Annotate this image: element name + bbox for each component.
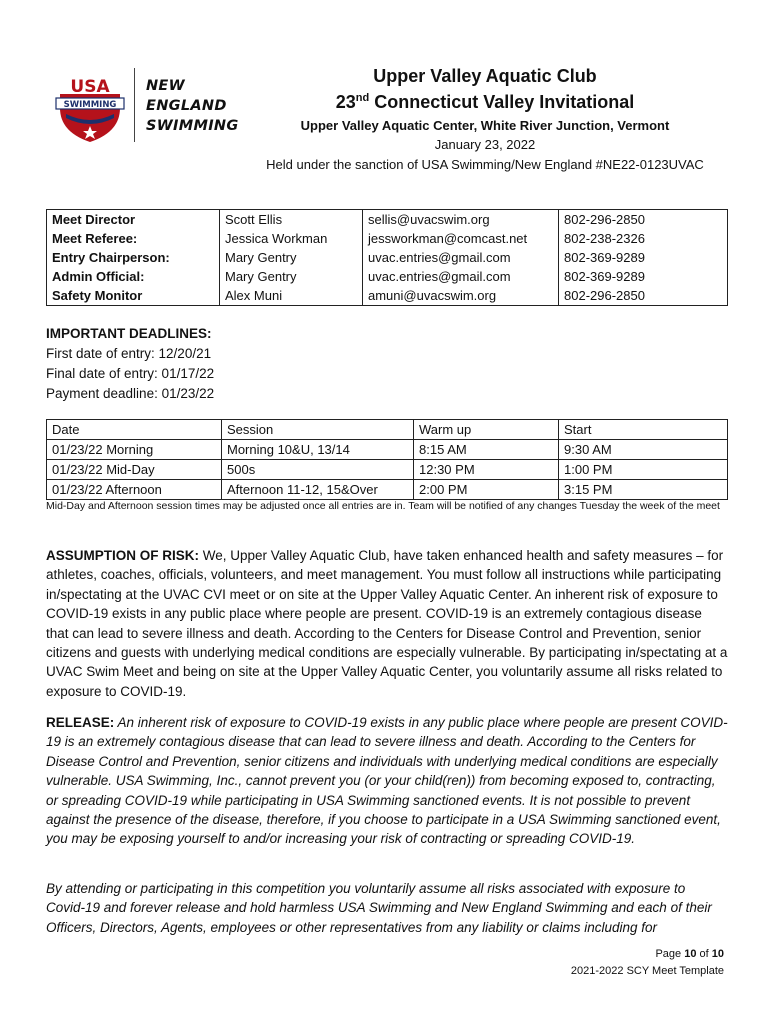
session-warmup: 2:00 PM (414, 480, 559, 500)
session-date: 01/23/22 Mid-Day (47, 460, 222, 480)
template-label: 2021-2022 SCY Meet Template (570, 965, 724, 977)
official-name: Jessica Workman (220, 229, 363, 248)
table-row (47, 440, 728, 460)
deadlines-title: IMPORTANT DEADLINES: (46, 326, 212, 341)
club-title: Upper Valley Aquatic Club (373, 66, 597, 86)
meet-name: Connecticut Valley Invitational (369, 92, 635, 112)
table-row (47, 480, 728, 500)
risk-body: We, Upper Valley Aquatic Club, have taken enhanced health and safety measures – for athletes, coaches, officials, volunteers, and meet management. You must follow all instructions while participating in/spectating at the UVAC CVI meet or on site at the Upper Valley Aquatic Center. An inherent risk of exposure to COVID-19 exists in any public place where people are present. COVID-19 is an extremely contagious disease that can lead to severe illness and death. According to the Centers for Disease Control and Prevention, senior citizens and guests with underlying medical conditions are especially vulnerable. By participating in/spectating at a UVAC Swim Meet and being on site at the Upper Valley Aquatic Center, you voluntarily assume all risks related to exposure to COVID-19. (46, 548, 728, 699)
official-role: Safety Monitor (47, 286, 220, 306)
of-word: of (696, 948, 712, 960)
meet-date: January 23, 2022 (434, 137, 536, 152)
final-entry-date: Final date of entry: 01/17/22 (46, 366, 215, 381)
table-header-row (47, 420, 728, 440)
session-start: 3:15 PM (559, 480, 728, 500)
session-name: Morning 10&U, 13/14 (222, 440, 414, 460)
official-phone: 802-369-9289 (559, 248, 728, 267)
release-body: An inherent risk of exposure to COVID-19 exists in any public place where people are present COVID-19 is an extremely contagious disease that can lead to severe illness and death. According to the Centers for Disease Control and Prevention, senior citizens and individuals with underlying medical conditions are especially vulnerable. USA Swimming, Inc., cannot prevent you (or your child(ren)) from becoming exposed to, contracting, or spreading COVID-19 while participating in USA Swimming sanctioned events. It is not possible to prevent against the presence of the disease, therefore, if you choose to participate in a USA Swimming sanctioned event, you may be exposing yourself to and/or increasing your risk of contracting or spreading COVID-19. (46, 715, 728, 847)
official-phone: 802-296-2850 (559, 210, 728, 230)
table-row (47, 210, 728, 230)
table-row (47, 248, 728, 267)
meet-title (200, 92, 770, 113)
risk-heading: ASSUMPTION OF RISK: (46, 548, 200, 563)
session-warmup: 12:30 PM (414, 460, 559, 480)
swimming-text: SWIMMING (63, 100, 117, 110)
officials-table (46, 209, 728, 306)
deadlines-block (46, 324, 214, 404)
official-email: jessworkman@comcast.net (363, 229, 559, 248)
session-note: Mid-Day and Afternoon session times may be adjusted once all entries are in. Team will be notified of any changes Tuesday the week of the meet (46, 500, 720, 512)
column-header: Start (559, 420, 728, 440)
official-name: Mary Gentry (220, 267, 363, 286)
table-row (47, 460, 728, 480)
official-phone: 802-238-2326 (559, 229, 728, 248)
official-name: Scott Ellis (220, 210, 363, 230)
ne-line-2: ENGLAND (146, 98, 227, 114)
official-name: Alex Muni (220, 286, 363, 306)
official-email: sellis@uvacswim.org (363, 210, 559, 230)
official-role: Entry Chairperson: (47, 248, 220, 267)
column-header: Warm up (414, 420, 559, 440)
session-start: 9:30 AM (559, 440, 728, 460)
page-current: 10 (684, 948, 697, 960)
page-footer (571, 946, 724, 980)
release-paragraph (46, 713, 728, 849)
meet-ordinal: 23 (335, 92, 356, 112)
official-role: Meet Referee: (47, 229, 220, 248)
session-date: 01/23/22 Morning (47, 440, 222, 460)
official-email: amuni@uvacswim.org (363, 286, 559, 306)
usa-swimming-logo (54, 74, 126, 144)
page-number (571, 946, 724, 963)
ne-line-1: NEW (146, 78, 185, 94)
ne-line-3: SWIMMING (146, 118, 239, 134)
official-name: Mary Gentry (220, 248, 363, 267)
table-row (47, 267, 728, 286)
official-phone: 802-296-2850 (559, 286, 728, 306)
venue: Upper Valley Aquatic Center, White River Junction, Vermont (300, 118, 670, 133)
table-row (47, 286, 728, 306)
session-warmup: 8:15 AM (414, 440, 559, 460)
official-email: uvac.entries@gmail.com (363, 248, 559, 267)
meet-ordinal-suffix: nd (355, 92, 370, 104)
session-start: 1:00 PM (559, 460, 728, 480)
page-total: 10 (711, 948, 724, 960)
assumption-of-risk-paragraph (46, 546, 728, 701)
logo-divider (134, 68, 135, 142)
sessions-table (46, 419, 728, 500)
session-name: Afternoon 11-12, 15&Over (222, 480, 414, 500)
session-name: 500s (222, 460, 414, 480)
official-role: Meet Director (47, 210, 220, 230)
page-word: Page (655, 948, 685, 960)
official-role: Admin Official: (47, 267, 220, 286)
table-row (47, 229, 728, 248)
first-entry-date: First date of entry: 12/20/21 (46, 346, 212, 361)
payment-deadline: Payment deadline: 01/23/22 (46, 386, 215, 401)
official-email: uvac.entries@gmail.com (363, 267, 559, 286)
column-header: Date (47, 420, 222, 440)
attendance-paragraph: By attending or participating in this competition you voluntarily assume all risks associated with exposure to Covid-19 and forever release and hold harmless USA Swimming and New England Swimming and each of their Officers, Directors, Agents, employees or other representatives from any liability or claims including for (46, 881, 712, 935)
usa-text: USA (70, 77, 110, 97)
column-header: Session (222, 420, 414, 440)
official-phone: 802-369-9289 (559, 267, 728, 286)
session-date: 01/23/22 Afternoon (47, 480, 222, 500)
release-heading: RELEASE: (46, 715, 115, 730)
sanction: Held under the sanction of USA Swimming/New England #NE22-0123UVAC (266, 157, 704, 172)
